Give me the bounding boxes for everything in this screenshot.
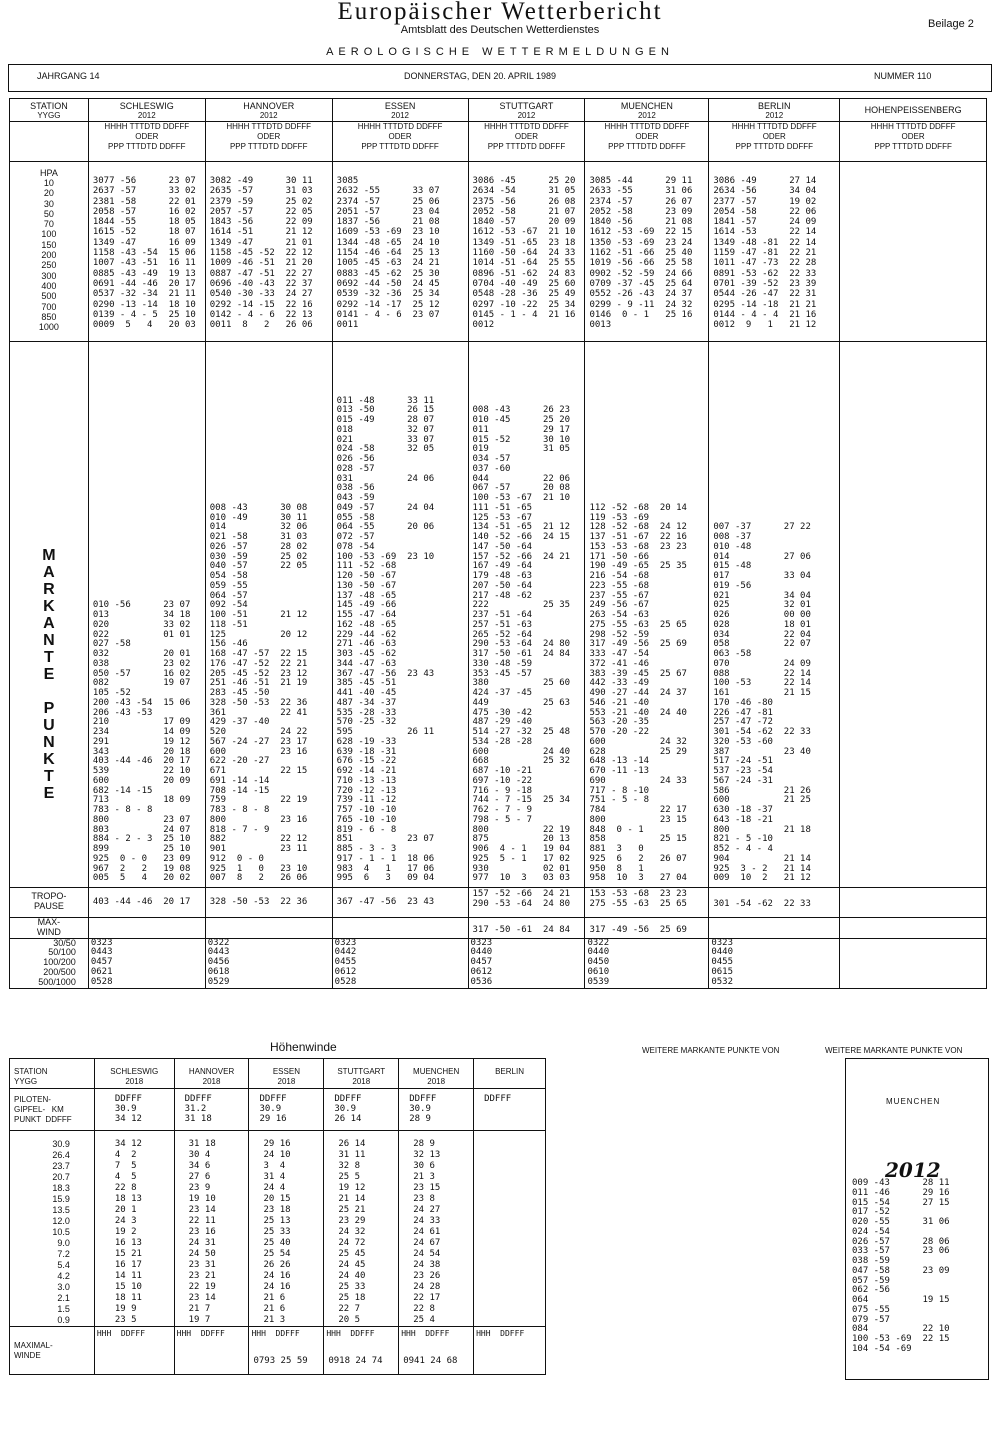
- tropo-hannover: 328 -50 -53 22 36: [205, 888, 332, 918]
- handwritten-day: 2012: [885, 1158, 941, 1182]
- issue-number: NUMMER 110: [874, 71, 932, 81]
- tropo-muenchen: 153 -53 -68 23 23 275 -55 -63 25 65: [585, 888, 709, 918]
- muenchen-extra-station: MUENCHEN: [886, 1097, 941, 1106]
- shear-muenchen: 0322 0440 0450 0610 0539: [585, 938, 709, 988]
- shear-stuttgart: 0323 0440 0457 0612 0536: [468, 938, 585, 988]
- markante-hohenpeissenberg: [840, 342, 987, 888]
- winds-berlin: [474, 1131, 546, 1327]
- section-title: AEROLOGISCHE WETTERMELDUNGEN: [326, 46, 674, 58]
- col-head: HHHH TTTDTD DDFFF ODER PPP TTTDTD DDFFF: [840, 122, 987, 162]
- tropo-stuttgart: 157 -52 -66 24 21 290 -53 -64 24 80: [468, 888, 585, 918]
- std-levels-berlin: 3086 -49 27 14 2634 -56 34 04 2377 -57 19 02 2054 -58 22 06 1841 -57 24 09 1614 -53 22 14 1349 -48 -81 22 14 1159 -47 -81 22 21 1011 -47 -73 22 28 0891 -53 -62 22 33 0701 -39 -52 23 39 0544 -26 -47 22 31 0295 -14 -18 21 21 0144 - 4 - 4 21 16 0012 9 1 21 12: [709, 162, 840, 342]
- weitere-punkte-label-2: WEITERE MARKANTE PUNKTE VON: [825, 1046, 963, 1055]
- winds-muenchen: 28 9 32 13 30 6 21 3 23 15 23 8 24 27 24 33 24 61 24 67 24 54 24 38 23 26 24 28 22 17 22 8 25 4: [399, 1131, 474, 1327]
- maximal-schleswig: HHH DDFFF: [94, 1327, 174, 1375]
- maxwind-hohenpeissenberg: [840, 918, 987, 939]
- weitere-punkte-label-1: WEITERE MARKANTE PUNKTE VON: [642, 1046, 780, 1055]
- hw-station-berlin: BERLIN: [474, 1059, 546, 1089]
- std-levels-stuttgart: 3086 -45 25 20 2634 -54 31 05 2375 -56 26 08 2052 -58 21 07 1840 -57 20 09 1612 -53 -67 21 10 1349 -51 -65 23 18 1160 -50 -64 24 33 1014 -51 -64 25 55 0896 -51 -62 24 83 0704 -40 -49 25 60 0548 -28 -36 25 49 0297 -10 -22 25 34 0145 - 1 - 4 21 16 0012: [468, 162, 585, 342]
- weitere-punkte-box: [845, 1058, 989, 1380]
- std-levels-hohenpeissenberg: [840, 162, 987, 342]
- tropo-hohenpeissenberg: [840, 888, 987, 918]
- page-subtitle: Amtsblatt des Deutschen Wetterdienstes: [400, 24, 600, 36]
- hpa-levels: HPA 10 20 30 50 70 100 150 200 250 300 400 500 700 850 1000: [10, 162, 89, 342]
- jahrgang: JAHRGANG 14: [37, 71, 100, 81]
- hw-station-hannover: HANNOVER 2018: [174, 1059, 249, 1089]
- tropo-essen: 367 -47 -56 23 43: [332, 888, 468, 918]
- shear-hannover: 0322 0443 0456 0618 0529: [205, 938, 332, 988]
- issue-date: DONNERSTAG, DEN 20. APRIL 1989: [404, 71, 557, 81]
- maximal-muenchen: HHH DDFFF 0941 24 68: [399, 1327, 474, 1375]
- maximal-hannover: HHH DDFFF: [174, 1327, 249, 1375]
- shear-schleswig: 0323 0443 0457 0621 0528: [88, 938, 205, 988]
- markante-schleswig: 010 -56 23 07 013 34 18 020 33 02 022 01 01 027 -58 032 20 01 038 23 02 050 -57 16 02 082 19 07 105 -52 200 -43 -54 15 06 206 -43 -53 210 17 09 234 14 09 291 19 12 343 20 18 403 -44 -46 20 17 539 22 10 600 20 09 682 -14 -15 713 18 09 783 - 8 - 8 800 23 07 803 24 07 884 - 2 - 3 25 10 899 25 10 925 0 - 0 23 09 967 2 2 19 08 005 5 4 20 02: [88, 342, 205, 888]
- hoehenwinde-title: Höhenwinde: [270, 1040, 337, 1054]
- blank-head: [10, 122, 89, 162]
- shear-essen: 0323 0442 0455 0612 0528: [332, 938, 468, 988]
- winds-schleswig: 34 12 4 2 7 5 4 5 22 8 18 13 20 1 24 3 19 2 16 13 15 21 16 17 14 11 15 10 18 11 19 9 23 5: [94, 1131, 174, 1327]
- piloten-hannover: DDFFF 31.2 31 18: [174, 1089, 249, 1131]
- markante-hannover: 008 -43 30 08 010 -49 30 11 014 32 06 021 -58 31 03 026 -57 28 02 030 -59 25 02 040 -57 22 05 054 -58 059 -55 064 -57 092 -54 100 -51 21 12 118 -51 125 20 12 156 -46 168 -47 -57 22 15 176 -47 -52 22 21 205 -45 -52 23 12 251 -46 -51 21 19 283 -45 -50 328 -50 -53 22 36 361 22 41 429 -37 -40 520 24 22 567 -24 -27 23 17 600 23 16 622 -20 -27 671 22 15 691 -14 -14 708 -14 -15 759 22 19 783 - 8 - 8 800 23 16 818 - 7 - 9 882 22 12 901 23 11 912 0 - 0 925 1 0 23 10 007 8 2 26 06: [205, 342, 332, 888]
- winds-hannover: 31 18 30 4 34 6 27 6 23 9 19 10 23 14 22 11 23 16 24 31 24 50 23 31 23 21 22 19 23 14 21 7 19 7: [174, 1131, 249, 1327]
- col-head: HHHH TTTDTD DDFFF ODER PPP TTTDTD DDFFF: [332, 122, 468, 162]
- tropo-schleswig: 403 -44 -46 20 17: [88, 888, 205, 918]
- piloten-muenchen: DDFFF 30.9 28 9: [399, 1089, 474, 1131]
- markante-berlin: 007 -37 27 22 008 -37 010 -48 014 27 06 015 -48 017 33 04 019 -56 021 34 04 025 32 01 026 00 00 028 18 01 034 22 04 058 22 07 063 -58 070 24 09 088 22 14 100 -53 22 14 161 21 15 170 -46 -80 226 -47 -81 257 -47 -72 301 -54 -62 22 33 320 -53 -60 387 23 40 517 -24 -51 537 -23 -54 567 -24 -31 586 21 26 600 21 25 630 -18 -37 643 -18 -21 800 21 18 821 - 5 -10 852 - 4 - 4 904 21 14 925 3 - 2 21 14 009 10 2 21 12: [709, 342, 840, 888]
- maxwind-stuttgart: 317 -50 -61 24 84: [468, 918, 585, 939]
- station-muenchen: MUENCHEN 2012: [585, 99, 709, 122]
- maxwind-muenchen: 317 -49 -56 25 69: [585, 918, 709, 939]
- markante-stuttgart: 008 -43 26 23 010 -45 25 20 011 29 17 015 -52 30 10 019 31 05 034 -57 037 -60 044 22 06 067 -57 20 08 100 -53 -67 21 10 111 -51 -65 125 -53 -67 134 -51 -65 21 12 140 -52 -66 24 15 147 -50 -64 157 -52 -66 24 21 167 -49 -64 179 -48 -63 207 -50 -64 217 -48 -62 222 25 35 237 -51 -64 257 -51 -63 265 -52 -64 290 -53 -64 24 80 317 -50 -61 24 84 330 -48 -59 353 -45 -57 380 25 60 424 -37 -45 449 25 63 475 -30 -42 487 -29 -40 514 -27 -32 25 48 534 -28 -28 600 24 40 668 25 32 687 -10 -21 697 -10 -22 716 - 9 -18 744 - 7 -15 25 34 762 - 7 - 9 798 - 5 - 7 800 22 19 875 20 13 906 4 - 1 19 04 925 5 - 1 17 02 930 02 01 977 10 3 03 03: [468, 342, 585, 888]
- hw-station-stuttgart: STUTTGART 2018: [324, 1059, 399, 1089]
- winds-essen: 29 16 24 10 3 4 31 4 24 4 20 15 23 18 25 13 25 33 25 40 25 54 26 26 24 16 24 16 21 6 21 6 21 3: [249, 1131, 324, 1327]
- station-stuttgart: STUTTGART 2012: [468, 99, 585, 122]
- hw-station-essen: ESSEN 2018: [249, 1059, 324, 1089]
- station-hannover: HANNOVER 2012: [205, 99, 332, 122]
- maximal-label: MAXIMAL- WINDE: [10, 1327, 95, 1375]
- std-levels-schleswig: 3077 -56 23 07 2637 -57 33 02 2381 -58 22 01 2058 -57 16 02 1844 -55 18 05 1615 -52 18 07 1349 -47 16 09 1158 -43 -54 15 06 1007 -43 -51 16 11 0885 -43 -49 19 13 0691 -44 -46 20 17 0537 -32 -34 21 11 0290 -13 -14 18 10 0139 - 4 - 5 25 10 0009 5 4 20 03: [88, 162, 205, 342]
- hw-station-schleswig: SCHLESWIG 2018: [94, 1059, 174, 1089]
- std-levels-muenchen: 3085 -44 29 11 2633 -55 31 06 2374 -57 26 07 2052 -58 23 09 1840 -56 21 08 1612 -53 -69 22 15 1350 -53 -69 23 24 1162 -51 -66 25 40 1019 -56 -66 25 58 0902 -52 -59 24 66 0709 -37 -45 25 64 0552 -26 -43 24 37 0299 - 9 -11 24 32 0146 0 - 1 25 16 0013: [585, 162, 709, 342]
- maxwind-berlin: [709, 918, 840, 939]
- station-schleswig: SCHLESWIG 2012: [88, 99, 205, 122]
- station-essen: ESSEN 2012: [332, 99, 468, 122]
- piloten-stuttgart: DDFFF 30.9 26 14: [324, 1089, 399, 1131]
- km-levels: 30.9 26.4 23.7 20.7 18.3 15.9 13.5 12.0 10.5 9.0 7.2 5.4 4.2 3.0 2.1 1.5 0.9: [10, 1131, 95, 1327]
- piloten-berlin: DDFFF: [474, 1089, 546, 1131]
- tropo-label: TROPO- PAUSE: [10, 888, 89, 918]
- col-head: HHHH TTTDTD DDFFF ODER PPP TTTDTD DDFFF: [468, 122, 585, 162]
- maximal-essen: HHH DDFFF 0793 25 59: [249, 1327, 324, 1375]
- piloten-schleswig: DDFFF 30.9 34 12: [94, 1089, 174, 1131]
- maximal-berlin: HHH DDFFF: [474, 1327, 546, 1375]
- maximal-stuttgart: HHH DDFFF 0918 24 74: [324, 1327, 399, 1375]
- station-header: STATION YYGG: [10, 99, 89, 122]
- info-bar: [8, 64, 992, 92]
- hw-station-muenchen: MUENCHEN 2018: [399, 1059, 474, 1089]
- hw-station-header: STATION YYGG: [10, 1059, 95, 1089]
- std-levels-essen: 3085 2632 -55 33 07 2374 -57 25 06 2051 -57 23 04 1837 -56 21 08 1609 -53 -69 23 10 1344 -48 -65 24 10 1154 -46 -64 25 13 1005 -45 -63 24 21 0883 -45 -62 25 30 0692 -44 -50 24 45 0539 -32 -36 25 34 0292 -14 -17 25 12 0141 - 4 - 6 23 07 0011: [332, 162, 468, 342]
- std-levels-hannover: 3082 -49 30 11 2635 -57 31 03 2379 -59 25 02 2057 -57 22 05 1843 -56 22 09 1614 -51 21 12 1349 -47 21 01 1158 -45 -52 22 12 1009 -46 -51 21 20 0887 -47 -51 22 27 0696 -40 -43 22 37 0540 -30 -33 24 27 0292 -14 -15 22 16 0142 - 4 - 6 22 13 0011 8 2 26 06: [205, 162, 332, 342]
- col-head: HHHH TTTDTD DDFFF ODER PPP TTTDTD DDFFF: [585, 122, 709, 162]
- piloten-essen: DDFFF 30.9 29 16: [249, 1089, 324, 1131]
- aerological-table: [9, 98, 987, 989]
- winds-stuttgart: 26 14 31 11 32 8 25 5 19 12 21 14 25 21 23 29 24 32 24 72 25 45 24 45 24 40 25 33 25 18 22 7 20 5: [324, 1131, 399, 1327]
- shear-label: 30/50 50/100 100/200 200/500 500/1000: [10, 938, 89, 988]
- station-hohenpeissenberg: HOHENPEISSENBERG: [840, 99, 987, 122]
- hoehenwinde-table: [9, 1058, 546, 1375]
- beilage-label: Beilage 2: [928, 18, 974, 30]
- station-berlin: BERLIN 2012: [709, 99, 840, 122]
- page-title: Europäischer Wetterbericht: [337, 0, 663, 25]
- markante-essen: 011 -48 33 11 013 -50 26 15 015 -49 28 07 018 32 07 021 33 07 024 -58 32 05 026 -56 028 -57 031 24 06 038 -56 043 -59 049 -57 24 04 055 -58 064 -55 20 06 072 -57 078 -54 100 -53 -69 23 10 111 -52 -68 120 -50 -67 130 -50 -67 137 -48 -65 145 -49 -66 155 -47 -64 162 -48 -65 229 -44 -62 271 -46 -63 303 -45 -62 344 -47 -63 367 -47 -56 23 43 385 -45 -51 441 -40 -45 487 -34 -37 535 -28 -33 570 -25 -32 595 26 11 628 -19 -33 639 -18 -31 676 -15 -22 692 -14 -21 710 -13 -13 720 -12 -13 739 -11 -12 757 -10 -10 765 -10 -10 819 - 6 - 8 851 23 07 885 - 3 - 3 917 - 1 - 1 18 06 983 4 1 17 06 995 6 3 09 04: [332, 342, 468, 888]
- shear-hohenpeissenberg: [840, 938, 987, 988]
- piloten-label: PILOTEN- GIPFEL- KM PUNKT DDFFF: [10, 1089, 95, 1131]
- tropo-berlin: 301 -54 -62 22 33: [709, 888, 840, 918]
- maxwind-hannover: [205, 918, 332, 939]
- markante-muenchen: 112 -52 -68 20 14 119 -53 -69 128 -52 -68 24 12 137 -51 -67 22 16 153 -53 -68 23 23 171 -50 -66 190 -49 -65 25 35 216 -54 -68 223 -55 -68 237 -55 -67 249 -56 -67 263 -54 -63 275 -55 -63 25 65 298 -52 -59 317 -49 -56 25 69 333 -47 -54 372 -41 -46 383 -39 -45 25 67 442 -33 -49 490 -27 -44 24 37 546 -21 -40 553 -21 -40 24 40 563 -20 -35 570 -20 -22 600 24 32 628 25 29 648 -13 -14 670 -11 -13 690 24 33 717 - 8 -10 751 - 5 - 8 784 22 17 800 23 15 848 0 - 1 858 25 15 881 3 0 925 6 2 26 07 950 8 1 958 10 3 27 04: [585, 342, 709, 888]
- col-head: HHHH TTTDTD DDFFF ODER PPP TTTDTD DDFFF: [88, 122, 205, 162]
- col-head: HHHH TTTDTD DDFFF ODER PPP TTTDTD DDFFF: [205, 122, 332, 162]
- muenchen-extra-data: 009 -43 28 11 011 -46 29 16 015 -54 27 15 017 -52 020 -55 31 06 024 -54 026 -57 28 06 033 -57 23 06 038 -59 047 -58 23 09 057 -59 062 -56 064 19 15 075 -55 079 -57 084 22 10 100 -53 -69 22 15 104 -54 -69: [852, 1178, 950, 1354]
- maxwind-schleswig: [88, 918, 205, 939]
- maxwind-essen: [332, 918, 468, 939]
- maxwind-label: MAX- WIND: [10, 918, 89, 939]
- markante-label: M A R K A N T E P U N K T E: [10, 342, 89, 888]
- col-head: HHHH TTTDTD DDFFF ODER PPP TTTDTD DDFFF: [709, 122, 840, 162]
- shear-berlin: 0323 0440 0455 0615 0532: [709, 938, 840, 988]
